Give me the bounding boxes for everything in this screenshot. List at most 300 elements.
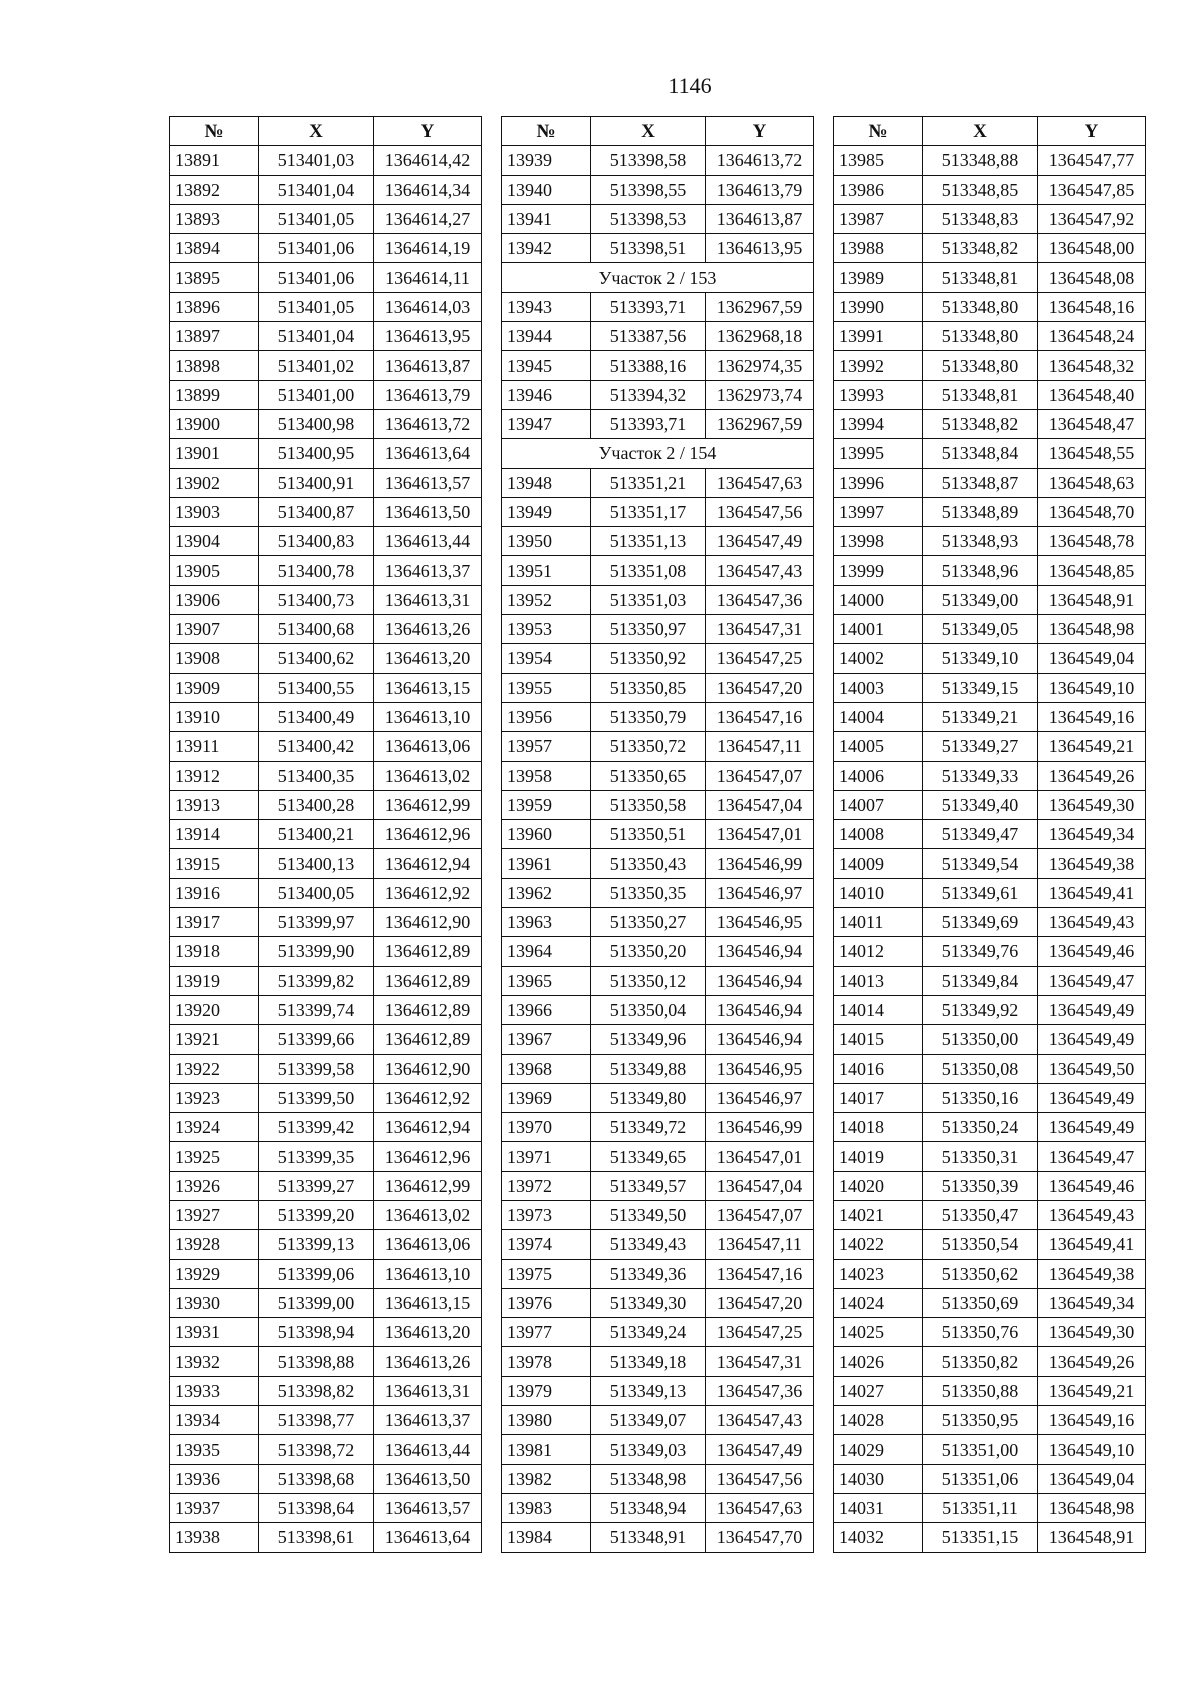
- section-title: Участок 2 / 153: [502, 263, 814, 292]
- point-number-cell: 13930: [170, 1288, 259, 1317]
- y-coordinate-cell: 1364547,31: [706, 615, 814, 644]
- y-coordinate-cell: 1364612,99: [374, 790, 482, 819]
- point-number-cell: 14019: [834, 1142, 923, 1171]
- point-number-cell: 14011: [834, 908, 923, 937]
- point-number-cell: 13892: [170, 175, 259, 204]
- table-row: [502, 995, 814, 1024]
- point-number-cell: 13957: [502, 732, 591, 761]
- x-coordinate-cell: 513349,57: [591, 1171, 706, 1200]
- point-number-cell: 14004: [834, 702, 923, 731]
- point-number-cell: 14009: [834, 849, 923, 878]
- point-number-cell: 13960: [502, 820, 591, 849]
- point-number-cell: 14014: [834, 995, 923, 1024]
- x-coordinate-cell: 513399,82: [259, 966, 374, 995]
- y-coordinate-cell: 1364549,04: [1038, 644, 1146, 673]
- x-coordinate-cell: 513401,04: [259, 175, 374, 204]
- x-coordinate-cell: 513400,55: [259, 673, 374, 702]
- x-coordinate-cell: 513349,15: [923, 673, 1038, 702]
- x-coordinate-cell: 513399,74: [259, 995, 374, 1024]
- x-coordinate-cell: 513350,12: [591, 966, 706, 995]
- y-coordinate-cell: 1364547,85: [1038, 175, 1146, 204]
- y-coordinate-cell: 1364548,70: [1038, 497, 1146, 526]
- point-number-cell: 14031: [834, 1493, 923, 1522]
- y-coordinate-cell: 1364546,99: [706, 1113, 814, 1142]
- x-coordinate-cell: 513349,03: [591, 1435, 706, 1464]
- point-number-cell: 13949: [502, 497, 591, 526]
- table-row: [170, 1259, 482, 1288]
- point-number-cell: 14005: [834, 732, 923, 761]
- point-number-cell: 13964: [502, 937, 591, 966]
- coordinate-table-1: [169, 116, 482, 1553]
- x-coordinate-cell: 513400,05: [259, 878, 374, 907]
- table-row: [502, 1376, 814, 1405]
- x-coordinate-cell: 513350,27: [591, 908, 706, 937]
- table-row: [170, 1347, 482, 1376]
- y-coordinate-cell: 1364546,94: [706, 966, 814, 995]
- table-row: [502, 175, 814, 204]
- y-coordinate-cell: 1364613,06: [374, 1230, 482, 1259]
- x-coordinate-cell: 513349,33: [923, 761, 1038, 790]
- table-row: [502, 937, 814, 966]
- table-row: [834, 1523, 1146, 1552]
- point-number-cell: 13997: [834, 497, 923, 526]
- table-row: [502, 1259, 814, 1288]
- point-number-cell: 14020: [834, 1171, 923, 1200]
- table-row: [834, 937, 1146, 966]
- y-coordinate-cell: 1364548,08: [1038, 263, 1146, 292]
- x-coordinate-cell: 513349,61: [923, 878, 1038, 907]
- header-number: №: [502, 117, 591, 146]
- y-coordinate-cell: 1364547,20: [706, 673, 814, 702]
- table-row: [170, 995, 482, 1024]
- x-coordinate-cell: 513349,21: [923, 702, 1038, 731]
- y-coordinate-cell: 1364549,34: [1038, 1288, 1146, 1317]
- table-row: [502, 146, 814, 175]
- table-row: [502, 878, 814, 907]
- table-row: [170, 263, 482, 292]
- y-coordinate-cell: 1364613,20: [374, 1318, 482, 1347]
- x-coordinate-cell: 513400,21: [259, 820, 374, 849]
- point-number-cell: 14002: [834, 644, 923, 673]
- y-coordinate-cell: 1364612,89: [374, 937, 482, 966]
- y-coordinate-cell: 1364613,15: [374, 1288, 482, 1317]
- header-x: X: [923, 117, 1038, 146]
- y-coordinate-cell: 1364614,11: [374, 263, 482, 292]
- point-number-cell: 13915: [170, 849, 259, 878]
- y-coordinate-cell: 1364549,34: [1038, 820, 1146, 849]
- y-coordinate-cell: 1364549,49: [1038, 1083, 1146, 1112]
- table-row: [170, 380, 482, 409]
- y-coordinate-cell: 1364548,63: [1038, 468, 1146, 497]
- table-row: [170, 1025, 482, 1054]
- x-coordinate-cell: 513348,84: [923, 439, 1038, 468]
- x-coordinate-cell: 513351,17: [591, 497, 706, 526]
- y-coordinate-cell: 1364613,10: [374, 1259, 482, 1288]
- x-coordinate-cell: 513398,51: [591, 234, 706, 263]
- table-row: [170, 1288, 482, 1317]
- table-row: [834, 644, 1146, 673]
- table-row: [502, 1288, 814, 1317]
- y-coordinate-cell: 1364549,43: [1038, 1200, 1146, 1229]
- x-coordinate-cell: 513398,88: [259, 1347, 374, 1376]
- point-number-cell: 14029: [834, 1435, 923, 1464]
- y-coordinate-cell: 1364612,96: [374, 820, 482, 849]
- y-coordinate-cell: 1364613,02: [374, 1200, 482, 1229]
- table-row: [170, 761, 482, 790]
- y-coordinate-cell: 1364613,50: [374, 1464, 482, 1493]
- point-number-cell: 13916: [170, 878, 259, 907]
- y-coordinate-cell: 1364549,47: [1038, 1142, 1146, 1171]
- x-coordinate-cell: 513351,00: [923, 1435, 1038, 1464]
- y-coordinate-cell: 1364612,92: [374, 1083, 482, 1112]
- x-coordinate-cell: 513350,97: [591, 615, 706, 644]
- table-row: [834, 1083, 1146, 1112]
- table-row: [834, 1171, 1146, 1200]
- y-coordinate-cell: 1364613,31: [374, 1376, 482, 1405]
- table-row: [170, 409, 482, 438]
- x-coordinate-cell: 513398,94: [259, 1318, 374, 1347]
- y-coordinate-cell: 1364612,94: [374, 1113, 482, 1142]
- y-coordinate-cell: 1364612,89: [374, 995, 482, 1024]
- point-number-cell: 14028: [834, 1406, 923, 1435]
- table-row: [502, 908, 814, 937]
- point-number-cell: 13969: [502, 1083, 591, 1112]
- table-row: [834, 615, 1146, 644]
- point-number-cell: 13965: [502, 966, 591, 995]
- table-row: [502, 1464, 814, 1493]
- y-coordinate-cell: 1364546,94: [706, 937, 814, 966]
- y-coordinate-cell: 1364613,20: [374, 644, 482, 673]
- y-coordinate-cell: 1364547,36: [706, 1376, 814, 1405]
- point-number-cell: 13900: [170, 409, 259, 438]
- point-number-cell: 13992: [834, 351, 923, 380]
- x-coordinate-cell: 513399,42: [259, 1113, 374, 1142]
- x-coordinate-cell: 513349,18: [591, 1347, 706, 1376]
- x-coordinate-cell: 513351,08: [591, 556, 706, 585]
- point-number-cell: 13966: [502, 995, 591, 1024]
- y-coordinate-cell: 1364612,90: [374, 908, 482, 937]
- x-coordinate-cell: 513351,15: [923, 1523, 1038, 1552]
- y-coordinate-cell: 1364614,19: [374, 234, 482, 263]
- x-coordinate-cell: 513400,62: [259, 644, 374, 673]
- x-coordinate-cell: 513351,11: [923, 1493, 1038, 1522]
- x-coordinate-cell: 513394,32: [591, 380, 706, 409]
- table-row: [170, 1493, 482, 1522]
- y-coordinate-cell: 1364613,26: [374, 1347, 482, 1376]
- table-row: [834, 585, 1146, 614]
- header-y: Y: [706, 117, 814, 146]
- x-coordinate-cell: 513399,58: [259, 1054, 374, 1083]
- y-coordinate-cell: 1364547,31: [706, 1347, 814, 1376]
- x-coordinate-cell: 513349,24: [591, 1318, 706, 1347]
- y-coordinate-cell: 1364613,72: [374, 409, 482, 438]
- point-number-cell: 13907: [170, 615, 259, 644]
- y-coordinate-cell: 1364548,98: [1038, 1493, 1146, 1522]
- x-coordinate-cell: 513350,08: [923, 1054, 1038, 1083]
- table-row: [834, 1406, 1146, 1435]
- y-coordinate-cell: 1364549,46: [1038, 1171, 1146, 1200]
- point-number-cell: 13945: [502, 351, 591, 380]
- table-row: [502, 732, 814, 761]
- table-row: [834, 234, 1146, 263]
- table-row: [170, 439, 482, 468]
- table-row: [502, 702, 814, 731]
- table-row: [834, 439, 1146, 468]
- x-coordinate-cell: 513401,02: [259, 351, 374, 380]
- y-coordinate-cell: 1364549,41: [1038, 878, 1146, 907]
- y-coordinate-cell: 1364549,21: [1038, 732, 1146, 761]
- point-number-cell: 13962: [502, 878, 591, 907]
- table-row: [502, 790, 814, 819]
- point-number-cell: 13914: [170, 820, 259, 849]
- table-row: [170, 468, 482, 497]
- point-number-cell: 14027: [834, 1376, 923, 1405]
- table-row: [170, 1318, 482, 1347]
- y-coordinate-cell: 1364613,44: [374, 527, 482, 556]
- point-number-cell: 13939: [502, 146, 591, 175]
- y-coordinate-cell: 1364548,98: [1038, 615, 1146, 644]
- x-coordinate-cell: 513348,91: [591, 1523, 706, 1552]
- point-number-cell: 13917: [170, 908, 259, 937]
- table-row: [834, 732, 1146, 761]
- table-row: [502, 615, 814, 644]
- y-coordinate-cell: 1364548,16: [1038, 292, 1146, 321]
- y-coordinate-cell: 1364546,95: [706, 908, 814, 937]
- table-row: [170, 1200, 482, 1229]
- x-coordinate-cell: 513348,82: [923, 409, 1038, 438]
- x-coordinate-cell: 513350,16: [923, 1083, 1038, 1112]
- x-coordinate-cell: 513349,92: [923, 995, 1038, 1024]
- y-coordinate-cell: 1364613,95: [706, 234, 814, 263]
- x-coordinate-cell: 513399,00: [259, 1288, 374, 1317]
- y-coordinate-cell: 1364612,89: [374, 1025, 482, 1054]
- table-row: [170, 702, 482, 731]
- table-row: [834, 468, 1146, 497]
- x-coordinate-cell: 513348,93: [923, 527, 1038, 556]
- point-number-cell: 13895: [170, 263, 259, 292]
- point-number-cell: 13970: [502, 1113, 591, 1142]
- point-number-cell: 13973: [502, 1200, 591, 1229]
- x-coordinate-cell: 513349,40: [923, 790, 1038, 819]
- x-coordinate-cell: 513399,66: [259, 1025, 374, 1054]
- y-coordinate-cell: 1364613,57: [374, 1493, 482, 1522]
- table-row: [170, 1230, 482, 1259]
- table-row: [502, 1171, 814, 1200]
- x-coordinate-cell: 513398,68: [259, 1464, 374, 1493]
- table-row: [834, 702, 1146, 731]
- table-row: [170, 937, 482, 966]
- point-number-cell: 13981: [502, 1435, 591, 1464]
- y-coordinate-cell: 1364547,36: [706, 585, 814, 614]
- table-row: [834, 790, 1146, 819]
- point-number-cell: 13897: [170, 322, 259, 351]
- table-row: [502, 820, 814, 849]
- table-row: [502, 409, 814, 438]
- y-coordinate-cell: 1364547,11: [706, 1230, 814, 1259]
- y-coordinate-cell: 1364612,96: [374, 1142, 482, 1171]
- table-row: [170, 1464, 482, 1493]
- y-coordinate-cell: 1364548,00: [1038, 234, 1146, 263]
- table-row: [834, 849, 1146, 878]
- y-coordinate-cell: 1362973,74: [706, 380, 814, 409]
- table-row: [170, 204, 482, 233]
- y-coordinate-cell: 1364549,30: [1038, 790, 1146, 819]
- table-row: [170, 322, 482, 351]
- table-row: [170, 1054, 482, 1083]
- table-row: [502, 1435, 814, 1464]
- header-x: X: [591, 117, 706, 146]
- y-coordinate-cell: 1364547,07: [706, 1200, 814, 1229]
- y-coordinate-cell: 1362967,59: [706, 409, 814, 438]
- y-coordinate-cell: 1364549,46: [1038, 937, 1146, 966]
- table-row: [170, 351, 482, 380]
- point-number-cell: 13967: [502, 1025, 591, 1054]
- table-row: [170, 175, 482, 204]
- x-coordinate-cell: 513349,30: [591, 1288, 706, 1317]
- y-coordinate-cell: 1364548,24: [1038, 322, 1146, 351]
- x-coordinate-cell: 513350,04: [591, 995, 706, 1024]
- y-coordinate-cell: 1364547,77: [1038, 146, 1146, 175]
- x-coordinate-cell: 513351,21: [591, 468, 706, 497]
- y-coordinate-cell: 1364549,49: [1038, 1025, 1146, 1054]
- x-coordinate-cell: 513350,65: [591, 761, 706, 790]
- point-number-cell: 13912: [170, 761, 259, 790]
- table-row: [834, 966, 1146, 995]
- point-number-cell: 14015: [834, 1025, 923, 1054]
- y-coordinate-cell: 1364549,26: [1038, 761, 1146, 790]
- y-coordinate-cell: 1362974,35: [706, 351, 814, 380]
- point-number-cell: 13952: [502, 585, 591, 614]
- point-number-cell: 13927: [170, 1200, 259, 1229]
- point-number-cell: 13968: [502, 1054, 591, 1083]
- y-coordinate-cell: 1364549,49: [1038, 1113, 1146, 1142]
- y-coordinate-cell: 1364612,94: [374, 849, 482, 878]
- table-row: [170, 908, 482, 937]
- table-row: [502, 1523, 814, 1552]
- point-number-cell: 13996: [834, 468, 923, 497]
- table-row: [170, 849, 482, 878]
- x-coordinate-cell: 513350,88: [923, 1376, 1038, 1405]
- point-number-cell: 13944: [502, 322, 591, 351]
- y-coordinate-cell: 1364549,49: [1038, 995, 1146, 1024]
- table-row: [170, 1376, 482, 1405]
- table-row: [834, 761, 1146, 790]
- y-coordinate-cell: 1364613,15: [374, 673, 482, 702]
- y-coordinate-cell: 1364547,49: [706, 1435, 814, 1464]
- point-number-cell: 13979: [502, 1376, 591, 1405]
- table-row: [170, 966, 482, 995]
- y-coordinate-cell: 1364547,11: [706, 732, 814, 761]
- table-row: [834, 351, 1146, 380]
- point-number-cell: 13986: [834, 175, 923, 204]
- table-row: [170, 497, 482, 526]
- header-number: №: [170, 117, 259, 146]
- point-number-cell: 13998: [834, 527, 923, 556]
- point-number-cell: 14032: [834, 1523, 923, 1552]
- y-coordinate-cell: 1364613,95: [374, 322, 482, 351]
- y-coordinate-cell: 1364548,40: [1038, 380, 1146, 409]
- y-coordinate-cell: 1364549,26: [1038, 1347, 1146, 1376]
- point-number-cell: 14003: [834, 673, 923, 702]
- x-coordinate-cell: 513349,88: [591, 1054, 706, 1083]
- table-row: [170, 790, 482, 819]
- y-coordinate-cell: 1364612,89: [374, 966, 482, 995]
- y-coordinate-cell: 1364547,56: [706, 497, 814, 526]
- x-coordinate-cell: 513388,16: [591, 351, 706, 380]
- point-number-cell: 13931: [170, 1318, 259, 1347]
- point-number-cell: 13906: [170, 585, 259, 614]
- table-row: [502, 556, 814, 585]
- table-row: [502, 1347, 814, 1376]
- table-row: [502, 322, 814, 351]
- point-number-cell: 14010: [834, 878, 923, 907]
- y-coordinate-cell: 1364547,43: [706, 556, 814, 585]
- x-coordinate-cell: 513348,89: [923, 497, 1038, 526]
- point-number-cell: 13947: [502, 409, 591, 438]
- y-coordinate-cell: 1364546,95: [706, 1054, 814, 1083]
- point-number-cell: 14007: [834, 790, 923, 819]
- x-coordinate-cell: 513348,80: [923, 292, 1038, 321]
- y-coordinate-cell: 1364613,06: [374, 732, 482, 761]
- x-coordinate-cell: 513398,72: [259, 1435, 374, 1464]
- table-row: [502, 497, 814, 526]
- y-coordinate-cell: 1364549,30: [1038, 1318, 1146, 1347]
- header-row: [502, 117, 814, 146]
- point-number-cell: 13925: [170, 1142, 259, 1171]
- x-coordinate-cell: 513399,20: [259, 1200, 374, 1229]
- point-number-cell: 14008: [834, 820, 923, 849]
- x-coordinate-cell: 513399,97: [259, 908, 374, 937]
- x-coordinate-cell: 513350,76: [923, 1318, 1038, 1347]
- y-coordinate-cell: 1364613,57: [374, 468, 482, 497]
- point-number-cell: 13985: [834, 146, 923, 175]
- header-x: X: [259, 117, 374, 146]
- x-coordinate-cell: 513348,98: [591, 1464, 706, 1493]
- table-row: [502, 1493, 814, 1522]
- x-coordinate-cell: 513400,13: [259, 849, 374, 878]
- point-number-cell: 13956: [502, 702, 591, 731]
- x-coordinate-cell: 513351,13: [591, 527, 706, 556]
- y-coordinate-cell: 1364547,70: [706, 1523, 814, 1552]
- y-coordinate-cell: 1364547,25: [706, 1318, 814, 1347]
- x-coordinate-cell: 513349,27: [923, 732, 1038, 761]
- point-number-cell: 13980: [502, 1406, 591, 1435]
- table-row: [834, 1347, 1146, 1376]
- x-coordinate-cell: 513398,77: [259, 1406, 374, 1435]
- table-row: [170, 527, 482, 556]
- table-row: [502, 1142, 814, 1171]
- point-number-cell: 14021: [834, 1200, 923, 1229]
- point-number-cell: 13999: [834, 556, 923, 585]
- table-row: [502, 673, 814, 702]
- table-row: [834, 1464, 1146, 1493]
- y-coordinate-cell: 1364613,79: [706, 175, 814, 204]
- point-number-cell: 13891: [170, 146, 259, 175]
- y-coordinate-cell: 1364547,04: [706, 790, 814, 819]
- point-number-cell: 13990: [834, 292, 923, 321]
- table-row: [170, 585, 482, 614]
- section-row: [502, 263, 814, 292]
- coordinate-table-3: [833, 116, 1146, 1553]
- x-coordinate-cell: 513349,54: [923, 849, 1038, 878]
- y-coordinate-cell: 1364613,31: [374, 585, 482, 614]
- page-number: 1146: [668, 73, 712, 98]
- y-coordinate-cell: 1364549,10: [1038, 673, 1146, 702]
- y-coordinate-cell: 1364548,85: [1038, 556, 1146, 585]
- table-row: [170, 1406, 482, 1435]
- point-number-cell: 13904: [170, 527, 259, 556]
- x-coordinate-cell: 513349,50: [591, 1200, 706, 1229]
